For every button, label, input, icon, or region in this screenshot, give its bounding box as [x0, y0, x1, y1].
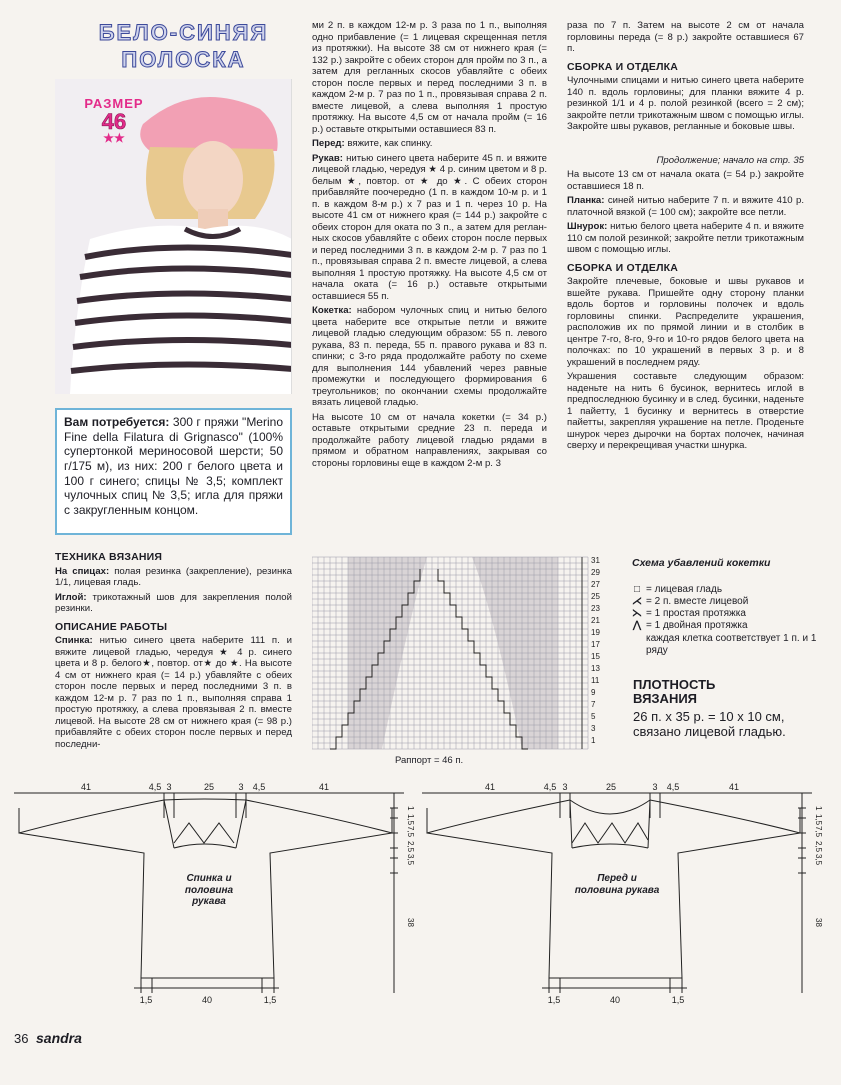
chart-row-label: 13: [591, 664, 600, 673]
dim-top-7: 41: [318, 782, 330, 792]
back-schematic-drawing: [14, 778, 419, 1008]
sleeve-cap-text: На высоте 13 см от начала оката (= 54 р.) закройте оставшиеся 18 п.: [567, 169, 804, 192]
sleeve-label: Рукав:: [312, 152, 343, 164]
back-schematic: [14, 778, 419, 1013]
size-badge: [75, 96, 153, 145]
front-label: Перед:: [312, 138, 345, 149]
chart-row-label: 29: [591, 568, 600, 577]
yoke-decrease-chart: [312, 553, 617, 768]
dim-top-4: 25: [605, 782, 617, 792]
sleeve-instructions: [312, 153, 547, 303]
neck-continued: раза по 7 п. Затем на высоте 2 см от начала горловины переда (= 8 р.) закройте оставшиеся 67 п.: [567, 20, 804, 54]
dim-right-6: 38: [814, 918, 823, 927]
decoration-text: Украшения составьте следующим образом: наденьте на нить 6 бусинок, вернитесь иглой в предпоследнюю бусинку и в след. бусинки, наденьте 1 пайетту, 1 бусинку и вернитесь в отверстие пайетты, закрепляя украшение на петле. Проденьте шнурок через дырочки на бортах полочек, начиная сверху и перекрещивая участки шнурка.: [567, 371, 804, 452]
technique-needle-text: трикотажный шов для закрепления полой резинки.: [55, 591, 292, 615]
dim-right-2: 1,5: [406, 814, 415, 826]
chart-row-label: 17: [591, 640, 600, 649]
yoke-label: Кокетка:: [312, 305, 352, 316]
assembly-text-2: Закройте плечевые, боковые и швы рукавов и вшейте рукава. Пришейте одну сторону планки вдоль бортов и горловины полочек и вдоль горловины спинки. Распределите украшения, расположив их по прямой линии и в столбик в центре 7-го, 8-го, 9-го и 10-го рядов белого цвета на полочках: по 10 украшений в первых 3 р. и 8 украшений в последнем ряду.: [567, 276, 804, 368]
chart-row-label: 3: [591, 724, 596, 733]
dim-right-1: 1: [406, 806, 415, 811]
dim-bottom-3: 1,5: [263, 995, 277, 1005]
gauge-text: 26 п. х 35 р. = 10 х 10 см, связано лицевой гладью.: [633, 708, 786, 740]
chart-row-label: 1: [591, 736, 596, 745]
double-decrease-symbol-icon: ⋀: [632, 620, 642, 632]
back-instructions: [55, 635, 292, 750]
assembly-text-1: Чулочными спицами и нитью синего цвета наберите 140 п. вдоль горловины; для планки вяжите 4 р. резинкой 1/1 и 4 р. полой резинкой (всего = 2 см); закройте петли трикотажным швом с помощью иглы. Закройте швы рукавов, регланные и боковые швы.: [567, 75, 804, 133]
size-value: 46: [101, 109, 127, 134]
dim-top-6: 4,5: [666, 782, 680, 792]
dim-right-5: 3,5: [814, 854, 823, 866]
dim-right-1: 1: [814, 806, 823, 811]
dim-bottom-1: 1,5: [139, 995, 153, 1005]
legend-item: [632, 584, 822, 596]
cord-label: Шнурок:: [567, 221, 608, 233]
chart-row-label: 31: [591, 556, 600, 565]
band-text: синей нитью наберите 7 п. и вяжите 410 р. платочной вязкой (= 100 см); закройте все петли.: [567, 195, 804, 218]
dim-bottom-1: 1,5: [547, 995, 561, 1005]
gauge-info: [633, 678, 823, 740]
dim-top-4: 25: [203, 782, 215, 792]
difficulty-stars: ★★: [103, 131, 125, 145]
cord-instructions: [567, 221, 804, 256]
chart-row-label: 11: [591, 676, 600, 685]
dim-top-2: 4,5: [148, 782, 162, 792]
dim-top-5: 3: [652, 782, 658, 792]
chart-row-label: 9: [591, 688, 596, 697]
yoke-instructions: [312, 305, 547, 409]
rapport-label: Раппорт = 46 п.: [395, 755, 464, 766]
legend-text: = 1 двойная протяжка: [646, 620, 748, 632]
technique-needles: [55, 566, 292, 589]
instructions-column-2: [312, 20, 547, 472]
dim-bottom-3: 1,5: [671, 995, 685, 1005]
dim-right-3: 7,5: [814, 826, 823, 838]
size-label: РАЗМЕР: [84, 96, 144, 111]
page-title-line1: БЕЛО-СИНЯЯ: [98, 20, 269, 45]
assembly-heading-2: СБОРКА И ОТДЕЛКА: [567, 261, 679, 274]
technique-heading: ТЕХНИКА ВЯЗАНИЯ: [55, 551, 163, 563]
k2tog-symbol-icon: ⋌: [632, 595, 642, 607]
dim-top-3: 3: [166, 782, 172, 792]
chart-row-label: 7: [591, 700, 596, 709]
materials-text: 300 г пряжи "Merino Fine della Filatura di Grignasco" (100% супертонкой мериносовой шерсти; 50 г/175 м), из них: 200 г белого цвета и 100 г синего; спицы № 3,5; комплект чулочных спиц № 3,5; игла для пряжи с закругленным концом.: [64, 415, 283, 517]
technique-needles-text: полая резинка (закрепление), резинка 1/1, лицевая гладь.: [55, 565, 292, 589]
dim-top-5: 3: [238, 782, 244, 792]
chart-row-label: 25: [591, 592, 600, 601]
chart-grid: [312, 553, 617, 763]
technique-needle: [55, 592, 292, 615]
back-schematic-label: Спинка и половина рукава: [184, 873, 234, 907]
legend-item: [632, 596, 822, 608]
technique-needles-label: На спицах:: [55, 565, 110, 577]
back-continued: ми 2 п. в каждом 12-м р. 3 раза по 1 п., выполняя одно прибавление (= 1 лицевая скрещенная петля из протяжки). На высоте 38 см от нижнего края (= 132 р.) закройте с обеих сторон для пройм по 3 п., а затем для регланных скосов убавляйте с обеих сторон после первых и перед последними 3 п. в каждом 2-м р. 7 раз по 1 п., провязывая справа 2 п. вместе лицевой, а слева выполняя 1 простую протяжку. На высоте 4,5 см от начала пройм (= 16 р.) оставьте открытыми оставшиеся 83 п.: [312, 20, 547, 135]
dim-bottom-2: 40: [609, 995, 621, 1005]
legend-text: = лицевая гладь: [646, 583, 723, 595]
dim-top-1: 41: [484, 782, 496, 792]
legend-text: = 2 п. вместе лицевой: [646, 595, 749, 607]
legend-item: [632, 620, 822, 632]
front-schematic: [422, 778, 827, 1013]
back-text: нитью синего цвета наберите 111 п. и вяжите лицевой гладью, чередуя ★ 4 р. синего цвета и 8 р. белого★, повтор. от★ до ★. На высоте 4 см от нижнего края (= 14 р.) убавляйте с обеих сторон после первых и перед последними 3 п. в каждом 12-м р. 7 раз по 1 п., выполняя справа 1 простую протяжку, а слева провязывая 2 п. вместе лицевой. На высоте 28 см от нижнего края (= 98 р.) прибавляйте с обеих сторон после первых и перед последни-: [55, 635, 292, 750]
gauge-title-1: ПЛОТНОСТЬ: [633, 677, 716, 692]
front-schematic-drawing: [422, 778, 827, 1008]
chart-row-label: 5: [591, 712, 596, 721]
yoke-text: набором чулочных спиц и нитью белого цвета наберите все открытые петли и вяжите лицевой гладью следующим образом: 55 п. левого рукава, 83 п. переда, 55 п. правого рукава и 83 п. спинки; с 3-го ряда продолжайте работу по схеме для выполнения 144 убавлений через равные промежутки и последующего формирования 6 треугольников; по окончании схемы продолжайте вязать лицевой гладью.: [312, 305, 547, 408]
instructions-column-3: [567, 20, 804, 455]
band-instructions: [567, 195, 804, 218]
chart-row-label: 23: [591, 604, 600, 613]
legend-note: каждая клетка соответствует 1 п. и 1 ряду: [646, 632, 817, 656]
front-schematic-label: Перед и половина рукава: [574, 873, 660, 896]
materials-heading: Вам потребуется:: [64, 415, 170, 429]
continuation-note: Продолжение; начало на стр. 35: [656, 154, 804, 166]
magazine-brand: sandra: [36, 1030, 82, 1046]
dim-right-4: 2,5: [814, 841, 823, 853]
chart-row-label: 19: [591, 628, 600, 637]
instructions-column-1: [55, 545, 292, 753]
front-text: вяжите, как спинку.: [344, 138, 433, 149]
back-label: Спинка:: [55, 635, 93, 647]
dim-right-2: 1,5: [814, 814, 823, 826]
dim-top-2: 4,5: [543, 782, 557, 792]
band-label: Планка:: [567, 195, 605, 207]
sleeve-text: нитью синего цвета наберите 45 п. и вяжите лицевой гладью, чередуя ★ 4 р. синим цветом и 8 р. белым ★, повтор. от ★ до ★. С обеих сторон прибавляйте поочередно (1 п. в каждом 10-м р. и 1 п. в каждом 8-м р.) х 7 раз и 1 п. через 10 р. На высоте 41 см от нижнего края (= 144 р.) закройте с обеих сторон для оката по 3 п., а затем для регланных скосов убавляйте с обеих сторон после первых и перед последними 3 п. в каждом 2-м р. 7 раз по 1 п., провязывая справа 2 п. вместе лицевой, а слева выполняя 1 простую протяжку. На высоте 4,5 см от начала оката (= 16 р.) оставьте открытыми оставшиеся 55 п.: [312, 152, 547, 302]
chart-row-label: 27: [591, 580, 600, 589]
chart-row-label: 21: [591, 616, 600, 625]
cord-text: нитью белого цвета наберите 4 п. и вяжите 110 см полой резинкой; закройте петли трикотажным швом с помощью иглы.: [567, 221, 804, 256]
assembly-heading-1: СБОРКА И ОТДЕЛКА: [567, 60, 679, 73]
legend-text: = 1 простая протяжка: [646, 608, 746, 620]
dim-top-3: 3: [562, 782, 568, 792]
front-instructions: [312, 138, 547, 150]
dim-bottom-2: 40: [201, 995, 213, 1005]
dim-top-7: 41: [728, 782, 740, 792]
page-title-line2: ПОЛОСКА: [121, 47, 246, 72]
dim-top-1: 41: [80, 782, 92, 792]
dim-right-3: 7,5: [406, 826, 415, 838]
skp-symbol-icon: ⋋: [632, 608, 642, 620]
page-number: 36: [14, 1031, 29, 1046]
chart-legend: [632, 557, 822, 657]
technique-needle-label: Иглой:: [55, 591, 87, 603]
description-heading: ОПИСАНИЕ РАБОТЫ: [55, 620, 168, 633]
dim-right-6: 38: [406, 918, 415, 927]
legend-title: Схема убавлений кокетки: [632, 557, 771, 569]
dim-right-4: 2,5: [406, 841, 415, 853]
gauge-title-2: ВЯЗАНИЯ: [633, 691, 698, 707]
neck-instructions: На высоте 10 см от начала кокетки (= 34 р.) оставьте открытыми средние 23 п. переда и продолжайте работу лицевой гладью рядами в прямом и обратном направлениях, закрывая со стороны горловины еще в каждом 2-м р. 3: [312, 411, 547, 469]
knit-symbol-icon: □: [633, 583, 641, 595]
chart-row-label: 15: [591, 652, 600, 661]
materials-box: [55, 408, 292, 535]
dim-right-5: 3,5: [406, 854, 415, 866]
legend-item: [632, 608, 822, 620]
dim-top-6: 4,5: [252, 782, 266, 792]
